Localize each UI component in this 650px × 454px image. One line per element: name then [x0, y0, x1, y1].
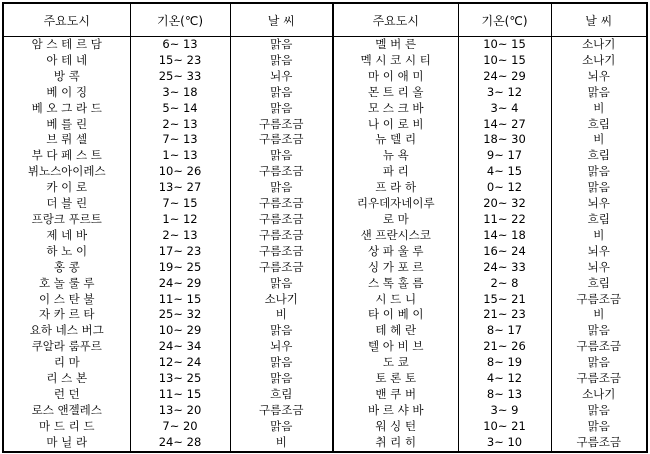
cell-city-right: 모 스 크 바: [333, 101, 458, 117]
cell-temp-right: 20~ 32: [458, 196, 551, 212]
cell-temp-left: 1~ 12: [130, 212, 230, 228]
cell-city-right: 멕 시 코 시 티: [333, 53, 458, 69]
cell-city-right: 리우데자네이루: [333, 196, 458, 212]
cell-weather-left: 구름조금: [230, 117, 333, 133]
cell-weather-right: 뇌우: [551, 260, 647, 276]
cell-weather-left: 맑음: [230, 85, 333, 101]
cell-temp-left: 6~ 13: [130, 37, 230, 53]
cell-city-left: 암 스 테 르 담: [3, 37, 130, 53]
table-row: [3, 164, 647, 180]
cell-temp-right: 10~ 15: [458, 37, 551, 53]
cell-temp-right: 2~ 8: [458, 276, 551, 292]
table-row: [3, 37, 647, 53]
cell-weather-right: 구름조금: [551, 339, 647, 355]
table-row: [3, 85, 647, 101]
cell-city-right: 몬 트 리 올: [333, 85, 458, 101]
cell-city-right: 밴 쿠 버: [333, 387, 458, 403]
cell-city-left: 마 드 리 드: [3, 419, 130, 435]
cell-temp-right: 9~ 17: [458, 148, 551, 164]
table-row: [3, 371, 647, 387]
cell-temp-left: 2~ 13: [130, 228, 230, 244]
table-row: [3, 132, 647, 148]
cell-temp-right: 14~ 27: [458, 117, 551, 133]
cell-city-left: 카 이 로: [3, 180, 130, 196]
cell-temp-right: 24~ 29: [458, 69, 551, 85]
cell-city-right: 토 론 토: [333, 371, 458, 387]
cell-city-left: 쿠알라 룸푸르: [3, 339, 130, 355]
cell-temp-left: 15~ 23: [130, 53, 230, 69]
cell-temp-right: 16~ 24: [458, 244, 551, 260]
cell-weather-left: 맑음: [230, 37, 333, 53]
table-row: [3, 180, 647, 196]
table-row: [3, 117, 647, 133]
cell-weather-left: 구름조금: [230, 212, 333, 228]
cell-city-right: 상 파 울 루: [333, 244, 458, 260]
cell-city-right: 멜 버 른: [333, 37, 458, 53]
cell-temp-left: 19~ 25: [130, 260, 230, 276]
header-city-left: 주요도시: [3, 3, 130, 37]
cell-weather-right: 흐림: [551, 212, 647, 228]
cell-temp-right: 21~ 26: [458, 339, 551, 355]
cell-weather-right: 구름조금: [551, 292, 647, 308]
table-row: [3, 69, 647, 85]
cell-city-left: 프랑크 푸르트: [3, 212, 130, 228]
cell-weather-right: 맑음: [551, 355, 647, 371]
cell-temp-left: 7~ 15: [130, 196, 230, 212]
cell-city-right: 프 라 하: [333, 180, 458, 196]
cell-weather-right: 흐림: [551, 276, 647, 292]
cell-city-right: 마 이 애 미: [333, 69, 458, 85]
cell-temp-left: 11~ 15: [130, 292, 230, 308]
cell-temp-left: 25~ 33: [130, 69, 230, 85]
table-row: [3, 244, 647, 260]
cell-city-left: 하 노 이: [3, 244, 130, 260]
cell-city-right: 테 헤 란: [333, 323, 458, 339]
cell-weather-left: 비: [230, 435, 333, 452]
table-row: [3, 196, 647, 212]
cell-weather-right: 흐림: [551, 117, 647, 133]
cell-weather-left: 맑음: [230, 180, 333, 196]
cell-city-right: 바 르 샤 바: [333, 403, 458, 419]
cell-temp-left: 24~ 29: [130, 276, 230, 292]
cell-city-left: 호 놀 룰 루: [3, 276, 130, 292]
cell-weather-left: 구름조금: [230, 260, 333, 276]
cell-temp-left: 17~ 23: [130, 244, 230, 260]
cell-temp-left: 1~ 13: [130, 148, 230, 164]
cell-city-left: 런 던: [3, 387, 130, 403]
cell-temp-right: 3~ 12: [458, 85, 551, 101]
cell-weather-right: 맑음: [551, 403, 647, 419]
cell-temp-right: 10~ 21: [458, 419, 551, 435]
cell-weather-right: 맑음: [551, 164, 647, 180]
cell-weather-left: 비: [230, 307, 333, 323]
table-row: [3, 403, 647, 419]
cell-temp-right: 24~ 33: [458, 260, 551, 276]
cell-city-left: 뷔노스아이레스: [3, 164, 130, 180]
cell-city-left: 이 스 탄 불: [3, 292, 130, 308]
cell-temp-left: 7~ 13: [130, 132, 230, 148]
cell-weather-left: 구름조금: [230, 403, 333, 419]
cell-temp-right: 0~ 12: [458, 180, 551, 196]
cell-weather-left: 뇌우: [230, 339, 333, 355]
cell-weather-right: 구름조금: [551, 435, 647, 452]
cell-weather-right: 소나기: [551, 387, 647, 403]
cell-temp-right: 3~ 4: [458, 101, 551, 117]
cell-city-left: 베 를 린: [3, 117, 130, 133]
cell-city-left: 더 블 린: [3, 196, 130, 212]
cell-city-right: 워 싱 턴: [333, 419, 458, 435]
table-row: [3, 339, 647, 355]
header-temp-left: 기온(℃): [130, 3, 230, 37]
cell-temp-left: 13~ 25: [130, 371, 230, 387]
cell-weather-left: 맑음: [230, 276, 333, 292]
cell-weather-left: 소나기: [230, 292, 333, 308]
cell-city-right: 스 톡 홀 름: [333, 276, 458, 292]
cell-weather-left: 뇌우: [230, 69, 333, 85]
table-row: [3, 212, 647, 228]
cell-weather-left: 맑음: [230, 323, 333, 339]
cell-temp-right: 11~ 22: [458, 212, 551, 228]
cell-weather-right: 뇌우: [551, 244, 647, 260]
table-row: [3, 435, 647, 452]
cell-city-right: 로 마: [333, 212, 458, 228]
cell-temp-left: 13~ 27: [130, 180, 230, 196]
cell-weather-left: 맑음: [230, 101, 333, 117]
header-weather-right: 날 씨: [551, 3, 647, 37]
table-row: [3, 260, 647, 276]
cell-temp-left: 7~ 20: [130, 419, 230, 435]
cell-city-right: 싱 가 포 르: [333, 260, 458, 276]
weather-table-container: [2, 2, 648, 453]
cell-weather-right: 흐림: [551, 148, 647, 164]
table-row: [3, 228, 647, 244]
cell-weather-left: 맑음: [230, 371, 333, 387]
table-row: [3, 53, 647, 69]
table-row: [3, 355, 647, 371]
table-body: [3, 37, 647, 452]
cell-city-right: 타 이 베 이: [333, 307, 458, 323]
header-weather-left: 날 씨: [230, 3, 333, 37]
cell-city-right: 시 드 니: [333, 292, 458, 308]
header-temp-right: 기온(℃): [458, 3, 551, 37]
cell-weather-right: 소나기: [551, 53, 647, 69]
cell-city-left: 베 오 그 라 드: [3, 101, 130, 117]
cell-city-left: 방 콕: [3, 69, 130, 85]
table-header-row: [3, 3, 647, 37]
table-row: [3, 292, 647, 308]
world-weather-table: [2, 2, 648, 453]
cell-weather-left: 구름조금: [230, 164, 333, 180]
cell-weather-left: 맑음: [230, 53, 333, 69]
cell-city-left: 제 네 바: [3, 228, 130, 244]
cell-temp-left: 5~ 14: [130, 101, 230, 117]
cell-temp-left: 11~ 15: [130, 387, 230, 403]
cell-temp-right: 8~ 19: [458, 355, 551, 371]
cell-city-right: 샌 프란시스코: [333, 228, 458, 244]
table-row: [3, 387, 647, 403]
cell-city-left: 홍 콩: [3, 260, 130, 276]
cell-weather-left: 맑음: [230, 419, 333, 435]
cell-weather-right: 비: [551, 307, 647, 323]
cell-temp-right: 3~ 10: [458, 435, 551, 452]
table-row: [3, 419, 647, 435]
cell-temp-right: 21~ 23: [458, 307, 551, 323]
cell-weather-left: 맑음: [230, 355, 333, 371]
cell-city-left: 로스 앤젤레스: [3, 403, 130, 419]
cell-temp-left: 2~ 13: [130, 117, 230, 133]
cell-weather-right: 맑음: [551, 323, 647, 339]
cell-weather-left: 구름조금: [230, 132, 333, 148]
cell-weather-right: 맑음: [551, 180, 647, 196]
cell-weather-right: 맑음: [551, 85, 647, 101]
cell-weather-left: 흐림: [230, 387, 333, 403]
cell-weather-right: 맑음: [551, 419, 647, 435]
cell-temp-right: 8~ 13: [458, 387, 551, 403]
table-row: [3, 307, 647, 323]
cell-city-right: 도 쿄: [333, 355, 458, 371]
cell-city-left: 아 테 네: [3, 53, 130, 69]
cell-city-right: 뉴 델 리: [333, 132, 458, 148]
cell-weather-right: 비: [551, 132, 647, 148]
cell-weather-left: 구름조금: [230, 244, 333, 260]
header-city-right: 주요도시: [333, 3, 458, 37]
table-row: [3, 323, 647, 339]
cell-weather-right: 구름조금: [551, 371, 647, 387]
cell-temp-left: 24~ 34: [130, 339, 230, 355]
cell-weather-right: 소나기: [551, 37, 647, 53]
cell-city-right: 나 이 로 비: [333, 117, 458, 133]
table-row: [3, 148, 647, 164]
cell-city-right: 취 리 히: [333, 435, 458, 452]
cell-weather-left: 맑음: [230, 148, 333, 164]
cell-weather-left: 구름조금: [230, 196, 333, 212]
cell-temp-right: 4~ 12: [458, 371, 551, 387]
cell-temp-right: 14~ 18: [458, 228, 551, 244]
cell-city-left: 리 스 본: [3, 371, 130, 387]
cell-temp-right: 10~ 15: [458, 53, 551, 69]
cell-temp-left: 10~ 26: [130, 164, 230, 180]
cell-temp-right: 4~ 15: [458, 164, 551, 180]
cell-weather-left: 구름조금: [230, 228, 333, 244]
cell-city-right: 파 리: [333, 164, 458, 180]
cell-temp-right: 15~ 21: [458, 292, 551, 308]
cell-city-right: 뉴 욕: [333, 148, 458, 164]
cell-temp-left: 25~ 32: [130, 307, 230, 323]
cell-temp-left: 3~ 18: [130, 85, 230, 101]
cell-weather-right: 뇌우: [551, 196, 647, 212]
cell-city-left: 요하 네스 버그: [3, 323, 130, 339]
table-row: [3, 276, 647, 292]
cell-weather-right: 비: [551, 228, 647, 244]
cell-temp-left: 12~ 24: [130, 355, 230, 371]
cell-city-left: 베 이 징: [3, 85, 130, 101]
cell-temp-right: 3~ 9: [458, 403, 551, 419]
cell-city-left: 브 뤼 셀: [3, 132, 130, 148]
cell-temp-right: 8~ 17: [458, 323, 551, 339]
cell-city-left: 마 닐 라: [3, 435, 130, 452]
cell-weather-right: 뇌우: [551, 69, 647, 85]
cell-temp-right: 18~ 30: [458, 132, 551, 148]
table-row: [3, 101, 647, 117]
cell-city-right: 텔 아 비 브: [333, 339, 458, 355]
cell-temp-left: 10~ 29: [130, 323, 230, 339]
cell-city-left: 리 마: [3, 355, 130, 371]
cell-city-left: 자 카 르 타: [3, 307, 130, 323]
cell-weather-right: 비: [551, 101, 647, 117]
cell-city-left: 부 다 페 스 트: [3, 148, 130, 164]
cell-temp-left: 13~ 20: [130, 403, 230, 419]
cell-temp-left: 24~ 28: [130, 435, 230, 452]
